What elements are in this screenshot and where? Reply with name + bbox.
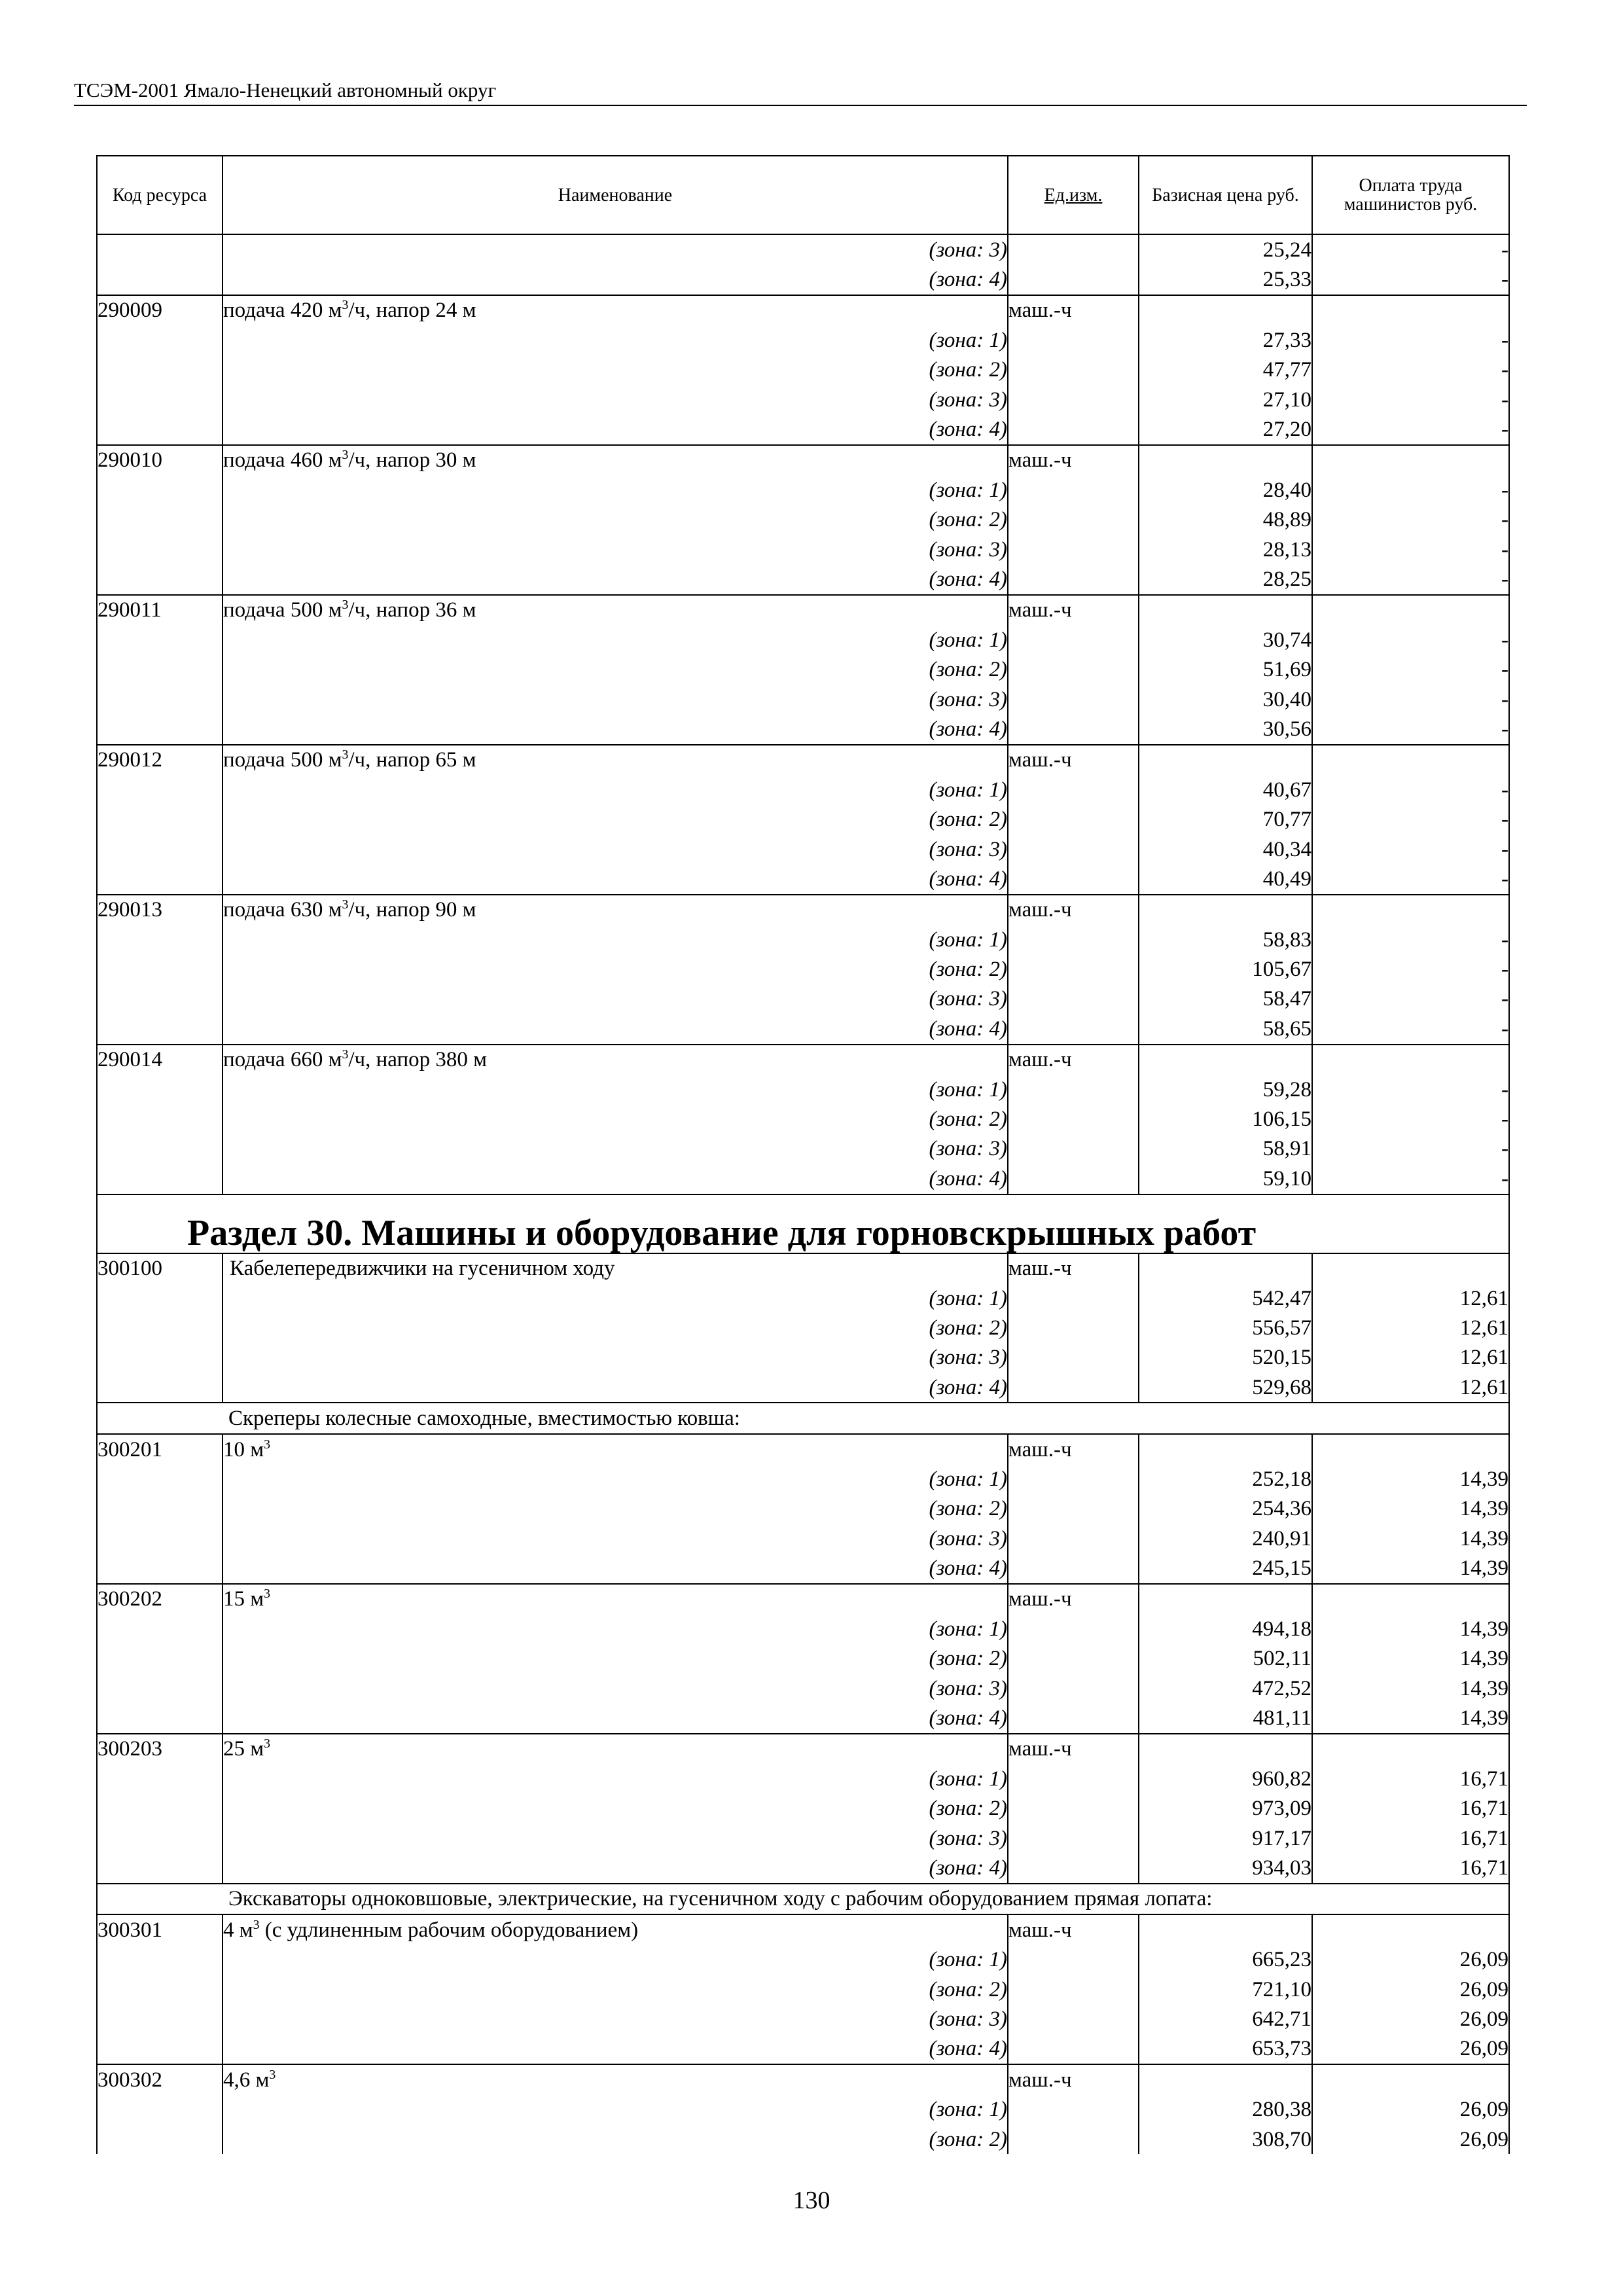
table-row [97, 2004, 1509, 2034]
base-price: 48,89 [1139, 505, 1312, 535]
zone-label: (зона: 2) [223, 355, 1008, 385]
base-price: 58,83 [1139, 925, 1312, 954]
table-row [97, 1674, 1509, 1703]
table-row [97, 1553, 1509, 1583]
resource-code: 290009 [97, 295, 223, 325]
base-price: 58,65 [1139, 1014, 1312, 1044]
operator-wage: - [1312, 234, 1509, 264]
operator-wage: 14,39 [1312, 1494, 1509, 1524]
resource-code: 300100 [97, 1253, 223, 1283]
operator-wage: - [1312, 954, 1509, 984]
base-price: 25,24 [1139, 234, 1312, 264]
resource-heading-row [97, 745, 1509, 775]
operator-wage: - [1312, 775, 1509, 804]
unit-of-measure: маш.-ч [1008, 745, 1139, 775]
table-row [97, 984, 1509, 1014]
resource-name: подача 500 $м^3/ч$, напор 65 м [223, 745, 1008, 775]
base-price: 254,36 [1139, 1494, 1312, 1524]
unit-of-measure: маш.-ч [1008, 1734, 1139, 1764]
base-price: 960,82 [1139, 1764, 1312, 1793]
base-price: 58,91 [1139, 1134, 1312, 1164]
resource-name: 25 $м^3$ [223, 1734, 1008, 1764]
zone-label: (зона: 2) [223, 804, 1008, 834]
table-row [97, 535, 1509, 564]
resource-name: 15 $м^3$ [223, 1584, 1008, 1614]
resource-code: 300302 [97, 2064, 223, 2094]
table-row [97, 834, 1509, 864]
zone-label: (зона: 3) [223, 1134, 1008, 1164]
base-price: 542,47 [1139, 1283, 1312, 1313]
base-price: 28,40 [1139, 475, 1312, 505]
zone-label: (зона: 1) [223, 1464, 1008, 1494]
base-price: 240,91 [1139, 1524, 1312, 1553]
base-price: 642,71 [1139, 2004, 1312, 2034]
table-row [97, 234, 1509, 264]
operator-wage: - [1312, 834, 1509, 864]
base-price: 653,73 [1139, 2034, 1312, 2064]
base-price: 25,33 [1139, 264, 1312, 295]
operator-wage: 12,61 [1312, 1343, 1509, 1372]
unit-of-measure: маш.-ч [1008, 1914, 1139, 1945]
zone-label: (зона: 1) [223, 325, 1008, 355]
operator-wage: - [1312, 804, 1509, 834]
base-price: 40,67 [1139, 775, 1312, 804]
table-row [97, 564, 1509, 594]
base-price: 665,23 [1139, 1945, 1312, 1974]
base-price: 30,40 [1139, 685, 1312, 714]
unit-of-measure: маш.-ч [1008, 1584, 1139, 1614]
resource-code: 290010 [97, 445, 223, 475]
base-price: 40,49 [1139, 864, 1312, 894]
base-price: 70,77 [1139, 804, 1312, 834]
zone-label: (зона: 3) [223, 1343, 1008, 1372]
operator-wage: 16,71 [1312, 1794, 1509, 1823]
operator-wage: - [1312, 325, 1509, 355]
operator-wage: 12,61 [1312, 1313, 1509, 1342]
operator-wage: 26,09 [1312, 1945, 1509, 1974]
unit-of-measure: маш.-ч [1008, 1253, 1139, 1283]
zone-label: (зона: 2) [223, 1975, 1008, 2004]
base-price: 245,15 [1139, 1553, 1312, 1583]
base-price: 40,34 [1139, 834, 1312, 864]
operator-wage: 12,61 [1312, 1283, 1509, 1313]
table-row [97, 804, 1509, 834]
zone-label: (зона: 3) [223, 234, 1008, 264]
resource-name: подача 420 $м^3/ч$, напор 24 м [223, 295, 1008, 325]
resource-name: подача 460 $м^3/ч$, напор 30 м [223, 445, 1008, 475]
section-title: Раздел 30. Машины и оборудование для горновскрышных работ [97, 1194, 1509, 1253]
base-price: 520,15 [1139, 1343, 1312, 1372]
table-row [97, 1794, 1509, 1823]
base-price: 934,03 [1139, 1853, 1312, 1883]
operator-wage: 26,09 [1312, 2034, 1509, 2064]
zone-label: (зона: 1) [223, 925, 1008, 954]
zone-label: (зона: 4) [223, 1553, 1008, 1583]
resource-code: 290012 [97, 745, 223, 775]
operator-wage: - [1312, 475, 1509, 505]
table-row [97, 385, 1509, 414]
base-price: 308,70 [1139, 2125, 1312, 2154]
resource-heading-row [97, 1734, 1509, 1764]
table-row [97, 1614, 1509, 1643]
operator-wage: 14,39 [1312, 1524, 1509, 1553]
operator-wage: 14,39 [1312, 1644, 1509, 1674]
resource-code: 300202 [97, 1584, 223, 1614]
base-price: 30,56 [1139, 714, 1312, 744]
zone-label: (зона: 2) [223, 1313, 1008, 1342]
base-price: 917,17 [1139, 1823, 1312, 1853]
operator-wage: - [1312, 714, 1509, 744]
operator-wage: - [1312, 385, 1509, 414]
table-row [97, 925, 1509, 954]
table-header-row [97, 156, 1509, 234]
resource-heading-row [97, 1584, 1509, 1614]
zone-label: (зона: 1) [223, 475, 1008, 505]
operator-wage: - [1312, 625, 1509, 655]
operator-wage: - [1312, 564, 1509, 594]
base-price: 27,10 [1139, 385, 1312, 414]
resource-heading-row [97, 295, 1509, 325]
resource-heading-row [97, 895, 1509, 925]
table-row [97, 325, 1509, 355]
operator-wage: 26,09 [1312, 2004, 1509, 2034]
table-row [97, 685, 1509, 714]
operator-wage: - [1312, 925, 1509, 954]
table-row [97, 1644, 1509, 1674]
base-price: 28,13 [1139, 535, 1312, 564]
table-row [97, 1164, 1509, 1194]
zone-label: (зона: 1) [223, 625, 1008, 655]
operator-wage: 14,39 [1312, 1553, 1509, 1583]
zone-label: (зона: 2) [223, 1494, 1008, 1524]
table-row [97, 1372, 1509, 1403]
zone-label: (зона: 4) [223, 1164, 1008, 1194]
base-price: 481,11 [1139, 1703, 1312, 1733]
table-row [97, 1853, 1509, 1883]
operator-wage: - [1312, 685, 1509, 714]
operator-wage: 26,09 [1312, 2094, 1509, 2124]
table-row [97, 714, 1509, 744]
zone-label: (зона: 4) [223, 1372, 1008, 1403]
base-price: 973,09 [1139, 1794, 1312, 1823]
operator-wage: 14,39 [1312, 1674, 1509, 1703]
zone-label: (зона: 3) [223, 535, 1008, 564]
resource-name: 10 $м^3$ [223, 1434, 1008, 1464]
operator-wage: 16,71 [1312, 1853, 1509, 1883]
base-price: 47,77 [1139, 355, 1312, 385]
operator-wage: - [1312, 505, 1509, 535]
zone-label: (зона: 2) [223, 655, 1008, 684]
section-heading-row [97, 1194, 1509, 1253]
zone-label: (зона: 1) [223, 1283, 1008, 1313]
column-header-wage: Оплата труда машинистов руб. [1312, 156, 1509, 234]
zone-label: (зона: 2) [223, 1104, 1008, 1134]
zone-label: (зона: 3) [223, 984, 1008, 1014]
operator-wage: 12,61 [1312, 1372, 1509, 1403]
table-row [97, 2094, 1509, 2124]
zone-label: (зона: 2) [223, 505, 1008, 535]
base-price: 27,33 [1139, 325, 1312, 355]
operator-wage: 14,39 [1312, 1703, 1509, 1733]
resource-heading-row [97, 1434, 1509, 1464]
table-row [97, 505, 1509, 535]
resource-code: 300301 [97, 1914, 223, 1945]
table-row [97, 1975, 1509, 2004]
resource-name: 4,6 $м^3$ [223, 2064, 1008, 2094]
resource-name: Кабелепередвижчики на гусеничном ходу [223, 1253, 1008, 1283]
zone-label: (зона: 2) [223, 1794, 1008, 1823]
table-row [97, 2034, 1509, 2064]
zone-label: (зона: 3) [223, 1823, 1008, 1853]
table-row [97, 1494, 1509, 1524]
category-title: Экскаваторы одноковшовые, электрические, на гусеничном ходу с рабочим оборудованием прямая лопата: [97, 1884, 1509, 1914]
resource-code: 300201 [97, 1434, 223, 1464]
zone-label: (зона: 3) [223, 385, 1008, 414]
zone-label: (зона: 3) [223, 834, 1008, 864]
operator-wage: - [1312, 984, 1509, 1014]
column-header-name: Наименование [223, 156, 1008, 234]
resource-heading-row [97, 445, 1509, 475]
zone-label: (зона: 3) [223, 1674, 1008, 1703]
operator-wage: 14,39 [1312, 1614, 1509, 1643]
table-row [97, 954, 1509, 984]
zone-label: (зона: 3) [223, 685, 1008, 714]
table-row [97, 1134, 1509, 1164]
resource-heading-row [97, 1045, 1509, 1075]
resource-code: 300203 [97, 1734, 223, 1764]
unit-of-measure: маш.-ч [1008, 1045, 1139, 1075]
base-price: 105,67 [1139, 954, 1312, 984]
table-row [97, 1524, 1509, 1553]
zone-label: (зона: 4) [223, 714, 1008, 744]
resource-name: подача 660 $м^3/ч$, напор 380 м [223, 1045, 1008, 1075]
base-price: 58,47 [1139, 984, 1312, 1014]
page-number: 130 [793, 2187, 830, 2214]
base-price: 502,11 [1139, 1644, 1312, 1674]
zone-label: (зона: 4) [223, 414, 1008, 444]
resource-price-table [96, 155, 1510, 2154]
zone-label: (зона: 2) [223, 2125, 1008, 2154]
unit-of-measure: маш.-ч [1008, 2064, 1139, 2094]
zone-label: (зона: 4) [223, 1014, 1008, 1044]
header-rule [74, 105, 1527, 106]
operator-wage: - [1312, 655, 1509, 684]
resource-heading-row [97, 2064, 1509, 2094]
base-price: 30,74 [1139, 625, 1312, 655]
unit-of-measure: маш.-ч [1008, 1434, 1139, 1464]
operator-wage: - [1312, 1104, 1509, 1134]
table-row [97, 1823, 1509, 1853]
zone-label: (зона: 4) [223, 264, 1008, 295]
base-price: 529,68 [1139, 1372, 1312, 1403]
table-row [97, 1945, 1509, 1974]
category-heading-row [97, 1884, 1509, 1914]
column-header-price: Базисная цена руб. [1139, 156, 1312, 234]
unit-of-measure: маш.-ч [1008, 295, 1139, 325]
base-price: 494,18 [1139, 1614, 1312, 1643]
resource-name: подача 500 $м^3/ч$, напор 36 м [223, 595, 1008, 625]
resource-name: 4 $м^3$ (с удлиненным рабочим оборудованием) [223, 1914, 1008, 1945]
table-row [97, 1283, 1509, 1313]
resource-name: подача 630 $м^3/ч$, напор 90 м [223, 895, 1008, 925]
zone-label: (зона: 4) [223, 1853, 1008, 1883]
resource-code: 290011 [97, 595, 223, 625]
column-header-code: Код ресурса [97, 156, 223, 234]
resource-code: 290014 [97, 1045, 223, 1075]
unit-of-measure: маш.-ч [1008, 445, 1139, 475]
unit-of-measure: маш.-ч [1008, 895, 1139, 925]
operator-wage: - [1312, 535, 1509, 564]
base-price: 721,10 [1139, 1975, 1312, 2004]
zone-label: (зона: 4) [223, 1703, 1008, 1733]
table-row [97, 1075, 1509, 1104]
table-row [97, 655, 1509, 684]
unit-of-measure: маш.-ч [1008, 595, 1139, 625]
base-price: 556,57 [1139, 1313, 1312, 1342]
table-row [97, 475, 1509, 505]
operator-wage: 26,09 [1312, 1975, 1509, 2004]
zone-label: (зона: 1) [223, 1614, 1008, 1643]
operator-wage: - [1312, 1014, 1509, 1044]
base-price: 472,52 [1139, 1674, 1312, 1703]
zone-label: (зона: 1) [223, 1764, 1008, 1793]
resource-code: 290013 [97, 895, 223, 925]
zone-label: (зона: 1) [223, 775, 1008, 804]
category-title: Скреперы колесные самоходные, вместимостью ковша: [97, 1403, 1509, 1433]
operator-wage: 16,71 [1312, 1764, 1509, 1793]
operator-wage: 26,09 [1312, 2125, 1509, 2154]
zone-label: (зона: 1) [223, 2094, 1008, 2124]
table-row [97, 1104, 1509, 1134]
table-row [97, 1313, 1509, 1342]
resource-heading-row [97, 1253, 1509, 1283]
running-header: ТСЭМ-2001 Ямало-Ненецкий автономный округ [74, 79, 497, 101]
table-row [97, 1464, 1509, 1494]
operator-wage: 14,39 [1312, 1464, 1509, 1494]
operator-wage: - [1312, 1134, 1509, 1164]
zone-label: (зона: 2) [223, 954, 1008, 984]
zone-label: (зона: 2) [223, 1644, 1008, 1674]
table-row [97, 1703, 1509, 1733]
resource-heading-row [97, 595, 1509, 625]
operator-wage: 16,71 [1312, 1823, 1509, 1853]
table-row [97, 355, 1509, 385]
table-row [97, 775, 1509, 804]
operator-wage: - [1312, 1164, 1509, 1194]
base-price: 280,38 [1139, 2094, 1312, 2124]
table-row [97, 414, 1509, 444]
zone-label: (зона: 1) [223, 1075, 1008, 1104]
operator-wage: - [1312, 414, 1509, 444]
zone-label: (зона: 4) [223, 864, 1008, 894]
base-price: 252,18 [1139, 1464, 1312, 1494]
table-row [97, 1764, 1509, 1793]
column-header-unit: Ед.изм. [1008, 156, 1139, 234]
base-price: 59,10 [1139, 1164, 1312, 1194]
operator-wage: - [1312, 264, 1509, 295]
base-price: 27,20 [1139, 414, 1312, 444]
table-row [97, 1343, 1509, 1372]
zone-label: (зона: 3) [223, 1524, 1008, 1553]
operator-wage: - [1312, 355, 1509, 385]
zone-label: (зона: 1) [223, 1945, 1008, 1974]
operator-wage: - [1312, 1075, 1509, 1104]
base-price: 28,25 [1139, 564, 1312, 594]
table-row [97, 625, 1509, 655]
base-price: 51,69 [1139, 655, 1312, 684]
base-price: 106,15 [1139, 1104, 1312, 1134]
table-row [97, 2125, 1509, 2154]
base-price: 59,28 [1139, 1075, 1312, 1104]
table-row [97, 864, 1509, 894]
table-row [97, 1014, 1509, 1044]
operator-wage: - [1312, 864, 1509, 894]
table-row [97, 264, 1509, 295]
zone-label: (зона: 4) [223, 2034, 1008, 2064]
zone-label: (зона: 4) [223, 564, 1008, 594]
zone-label: (зона: 3) [223, 2004, 1008, 2034]
category-heading-row [97, 1403, 1509, 1433]
resource-heading-row [97, 1914, 1509, 1945]
